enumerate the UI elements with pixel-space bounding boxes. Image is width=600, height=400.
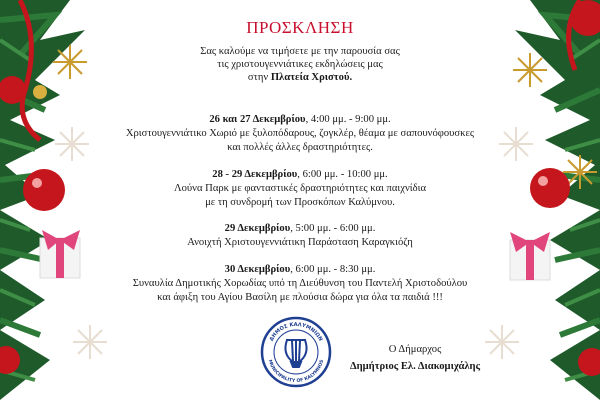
signature-role: Ο Δήμαρχος <box>388 344 442 355</box>
event-4-desc-1: Συναυλία Δημοτικής Χορωδίας υπό τη Διεύθυνση του Παντελή Χριστοδούλου <box>132 278 468 289</box>
intro-line-3-prefix: στην <box>247 72 271 83</box>
event-4-date: 30 Δεκεμβρίου <box>224 264 291 275</box>
gift-box-left <box>40 230 80 278</box>
event-3-time: , 5:00 μμ. - 6:00 μμ. <box>290 223 376 234</box>
event-2-desc-1: Λούνα Παρκ με φανταστικές δραστηριότητες και παιχνίδια <box>173 183 427 194</box>
event-1-heading <box>90 113 510 126</box>
event-3-desc-1: Ανοιχτή Χριστουγεννιάτικη Παράσταση Καραγκιόζη <box>187 237 413 248</box>
red-ornament-left-2 <box>23 169 65 211</box>
gold-ornament-left <box>33 85 47 99</box>
signature-name: Δημήτριος Ελ. Διακομιχάλης <box>349 361 481 372</box>
event-4-time: , 6:00 μμ. - 8:30 μμ. <box>290 264 376 275</box>
event-1-date: 26 και 27 Δεκεμβρίου <box>209 114 306 125</box>
intro-line-1: Σας καλούμε να τιμήσετε με την παρουσία σας <box>200 46 400 57</box>
gold-snowflake-left <box>53 45 87 79</box>
logo-text-bottom: MUNICIPALITY OF KALYMNOS <box>266 359 326 385</box>
ornament-shine-right <box>538 176 548 186</box>
municipality-logo <box>260 316 332 388</box>
intro-line-3 <box>90 71 510 84</box>
gift-box-right <box>510 232 550 280</box>
event-1-desc-1: Χριστουγεννιάτικο Χωριό με ξυλοπόδαρους, ζογκλέρ, θέαμα με σαπουνόφουσκες <box>125 128 475 139</box>
invitation-title: ΠΡΟΣΚΛΗΣΗ <box>246 18 354 37</box>
event-3-heading <box>90 222 510 235</box>
logo-text-top: ΔΗΜΟΣ ΚΑΛΥΜΝΙΩΝ <box>268 321 324 343</box>
event-4-heading <box>90 263 510 276</box>
event-2-desc-2: με τη συνδρομή των Προσκόπων Καλύμνου. <box>205 197 395 208</box>
event-1-desc-2: και πολλές άλλες δραστηριότητες. <box>227 142 373 153</box>
event-2-heading <box>90 168 510 181</box>
event-1-time: , 4:00 μμ. - 9:00 μμ. <box>305 114 391 125</box>
red-ornament-right-2 <box>530 168 570 208</box>
event-2-date: 28 - 29 Δεκεμβρίου <box>212 169 298 180</box>
intro-place: Πλατεία Χριστού. <box>270 72 353 83</box>
event-3-date: 29 Δεκεμβρίου <box>224 223 291 234</box>
event-4-desc-2: και άφιξη του Αγίου Βασίλη με πλούσια δώρα για όλα τα παιδιά !!! <box>157 292 443 303</box>
invitation-content <box>90 0 510 400</box>
event-2-time: , 6:00 μμ. - 10:00 μμ. <box>297 169 388 180</box>
ornament-shine-left <box>32 178 42 188</box>
intro-line-2: τις χριστουγεννιάτικες εκδηλώσεις μας <box>217 59 383 70</box>
